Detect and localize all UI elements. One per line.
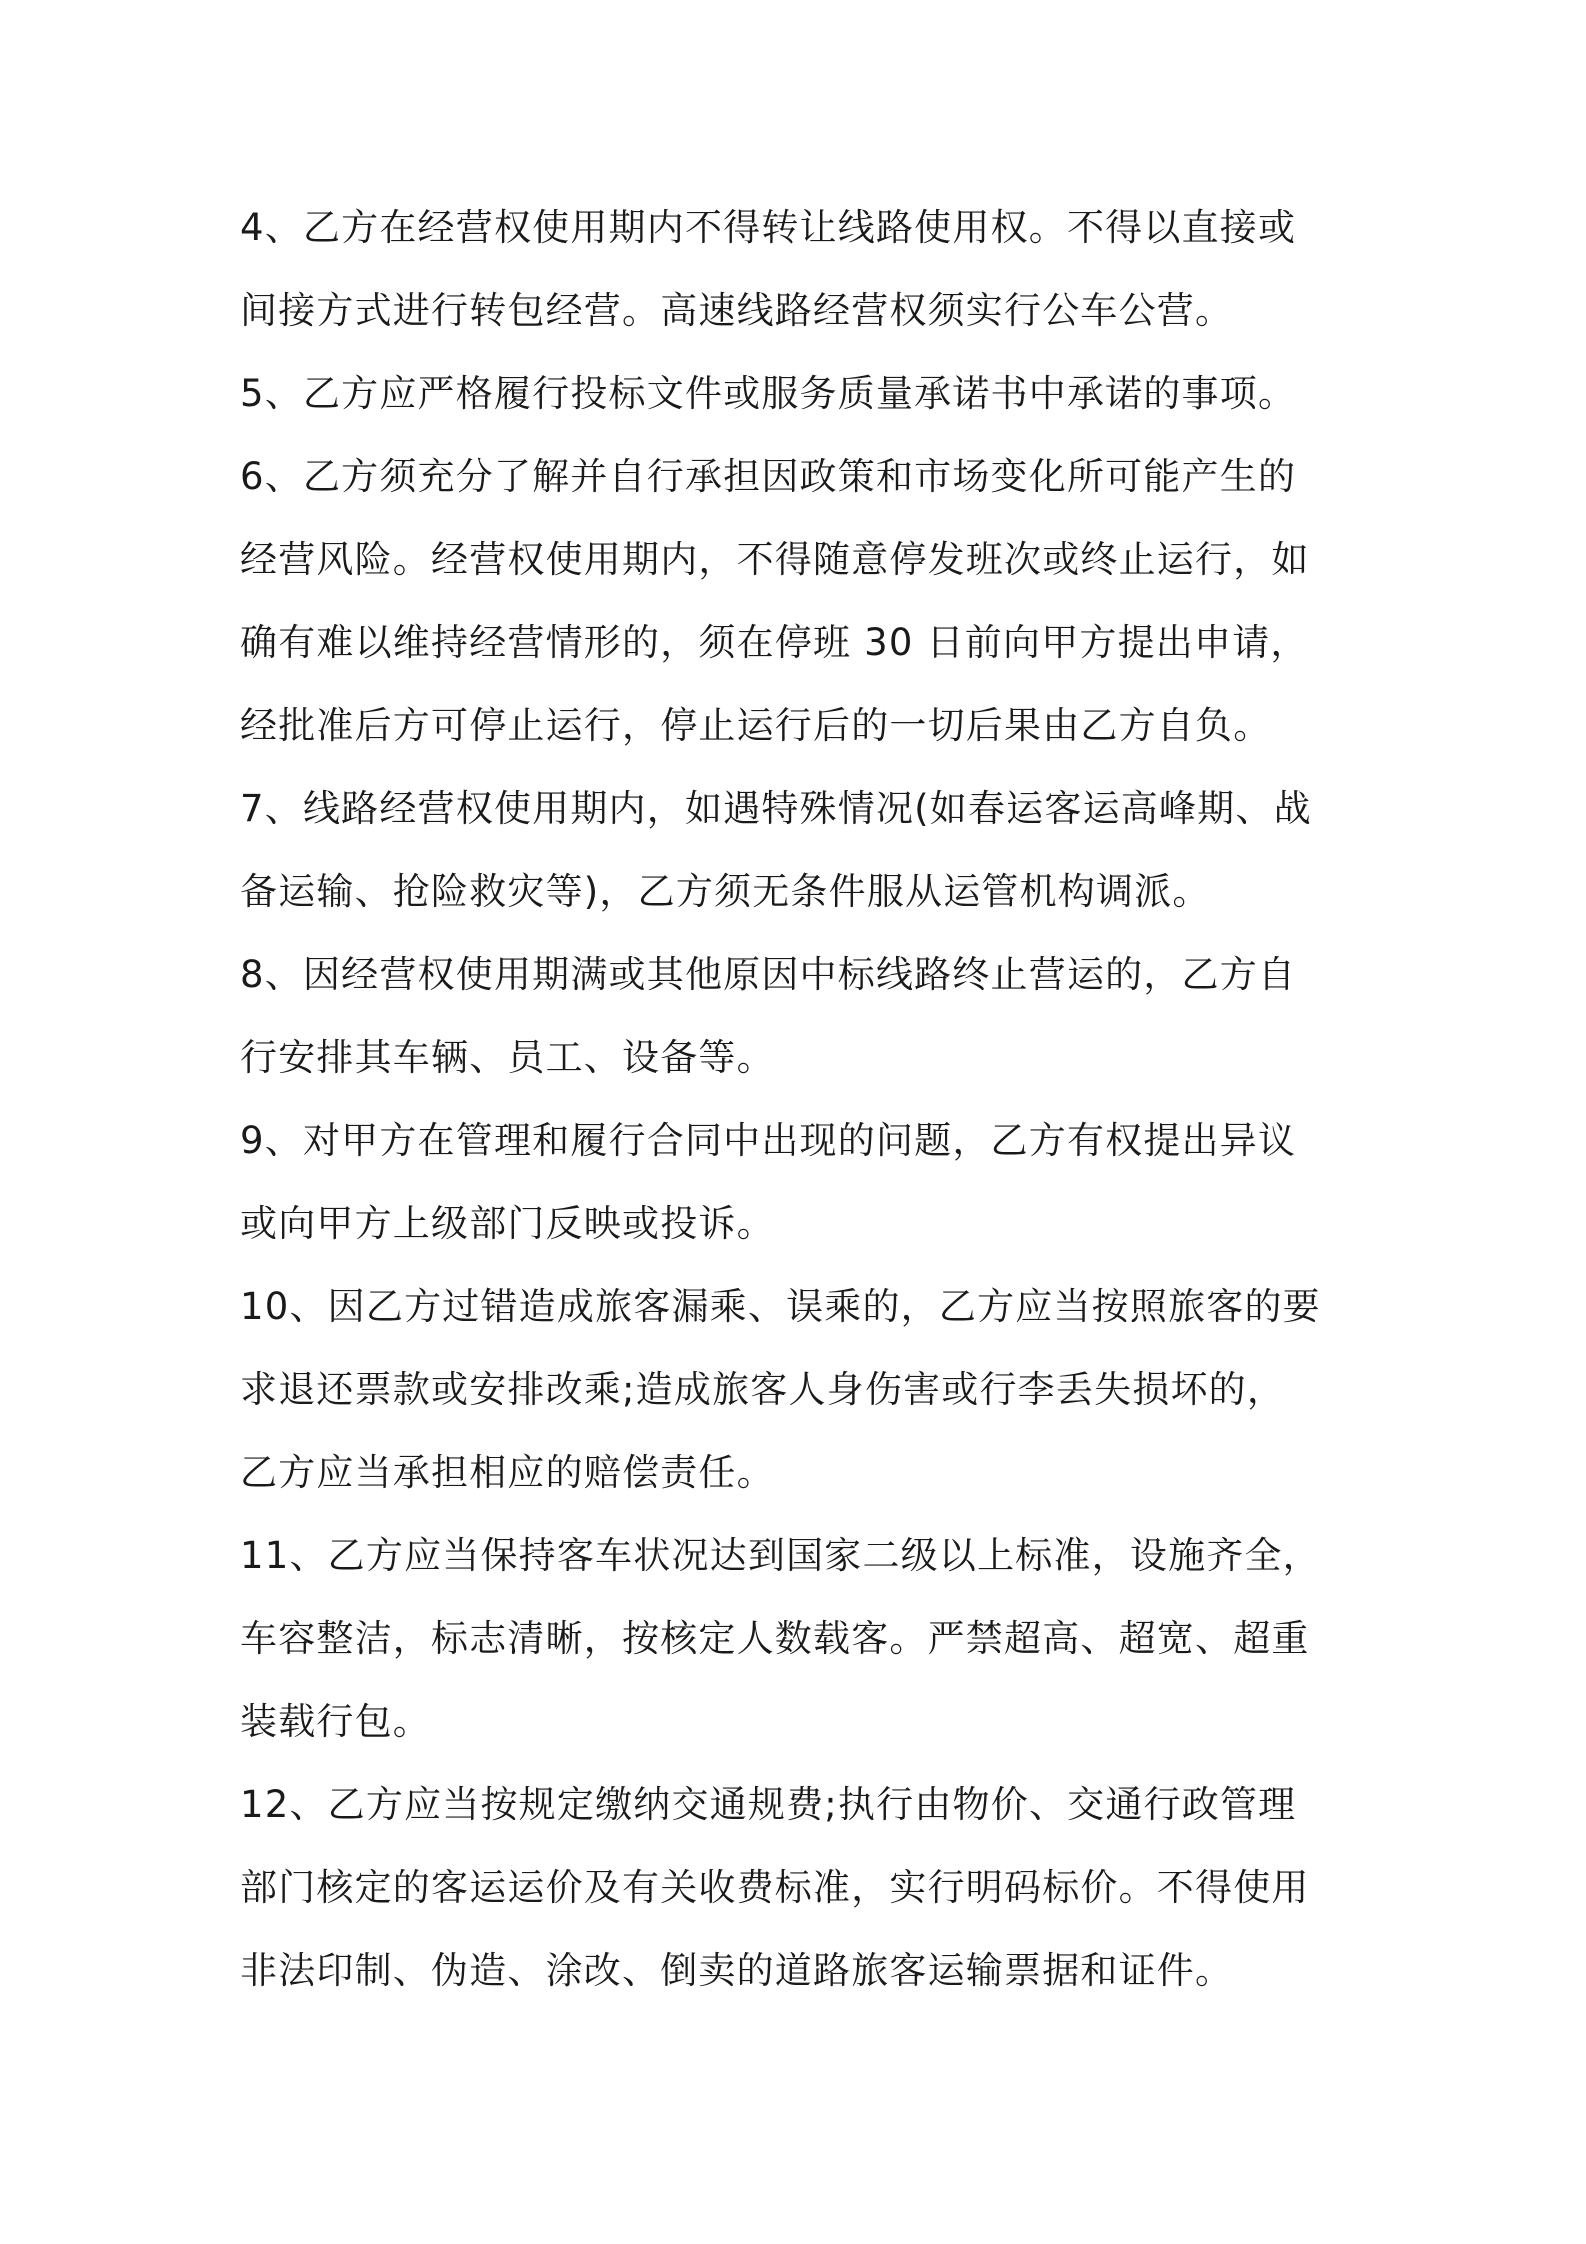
text-line: 5、乙方应严格履行投标文件或服务质量承诺书中承诺的事项。 <box>240 372 1297 415</box>
text-line: 7、线路经营权使用期内，如遇特殊情况(如春运客运高峰期、战 <box>240 787 1312 830</box>
clause-10 <box>240 1275 1360 1524</box>
text-line: 经批准后方可停止运行，停止运行后的一切后果由乙方自负。 <box>240 704 1272 747</box>
text-line: 非法印制、伪造、涂改、倒卖的道路旅客运输票据和证件。 <box>240 1949 1234 1992</box>
text-line: 6、乙方须充分了解并自行承担因政策和市场变化所可能产生的 <box>240 455 1297 498</box>
text-line: 行安排其车辆、员工、设备等。 <box>240 1036 775 1079</box>
text-line: 8、因经营权使用期满或其他原因中标线路终止营运的，乙方自 <box>240 953 1297 996</box>
text-line: 求退还票款或安排改乘;造成旅客人身伤害或行李丢失损坏的， <box>240 1368 1286 1411</box>
text-line: 9、对甲方在管理和履行合同中出现的问题，乙方有权提出异议 <box>240 1119 1297 1162</box>
text-line: 或向甲方上级部门反映或投诉。 <box>240 1202 775 1245</box>
clause-4 <box>240 196 1360 362</box>
clause-12 <box>240 1773 1360 2022</box>
clause-6 <box>240 445 1360 777</box>
text-line: 10、因乙方过错造成旅客漏乘、误乘的，乙方应当按照旅客的要 <box>240 1285 1321 1328</box>
text-line: 12、乙方应当按规定缴纳交通规费;执行由物价、交通行政管理 <box>240 1783 1297 1826</box>
text-line: 4、乙方在经营权使用期内不得转让线路使用权。不得以直接或 <box>240 206 1297 249</box>
text-line: 备运输、抢险救灾等)，乙方须无条件服从运管机构调派。 <box>240 870 1211 913</box>
text-line: 确有难以维持经营情形的，须在停班 30 日前向甲方提出申请， <box>240 621 1309 664</box>
document-body <box>240 196 1360 2022</box>
clause-5 <box>240 362 1360 445</box>
clause-7 <box>240 777 1360 943</box>
text-line: 车容整洁，标志清晰，按核定人数载客。严禁超高、超宽、超重 <box>240 1617 1310 1660</box>
text-line: 经营风险。经营权使用期内，不得随意停发班次或终止运行，如 <box>240 538 1310 581</box>
clause-9 <box>240 1109 1360 1275</box>
text-line: 11、乙方应当保持客车状况达到国家二级以上标准，设施齐全， <box>240 1534 1321 1577</box>
clause-8 <box>240 943 1360 1109</box>
text-line: 间接方式进行转包经营。高速线路经营权须实行公车公营。 <box>240 289 1234 332</box>
text-line: 部门核定的客运运价及有关收费标准，实行明码标价。不得使用 <box>240 1866 1310 1909</box>
text-line: 乙方应当承担相应的赔偿责任。 <box>240 1451 775 1494</box>
text-line: 装载行包。 <box>240 1700 431 1743</box>
clause-11 <box>240 1524 1360 1773</box>
